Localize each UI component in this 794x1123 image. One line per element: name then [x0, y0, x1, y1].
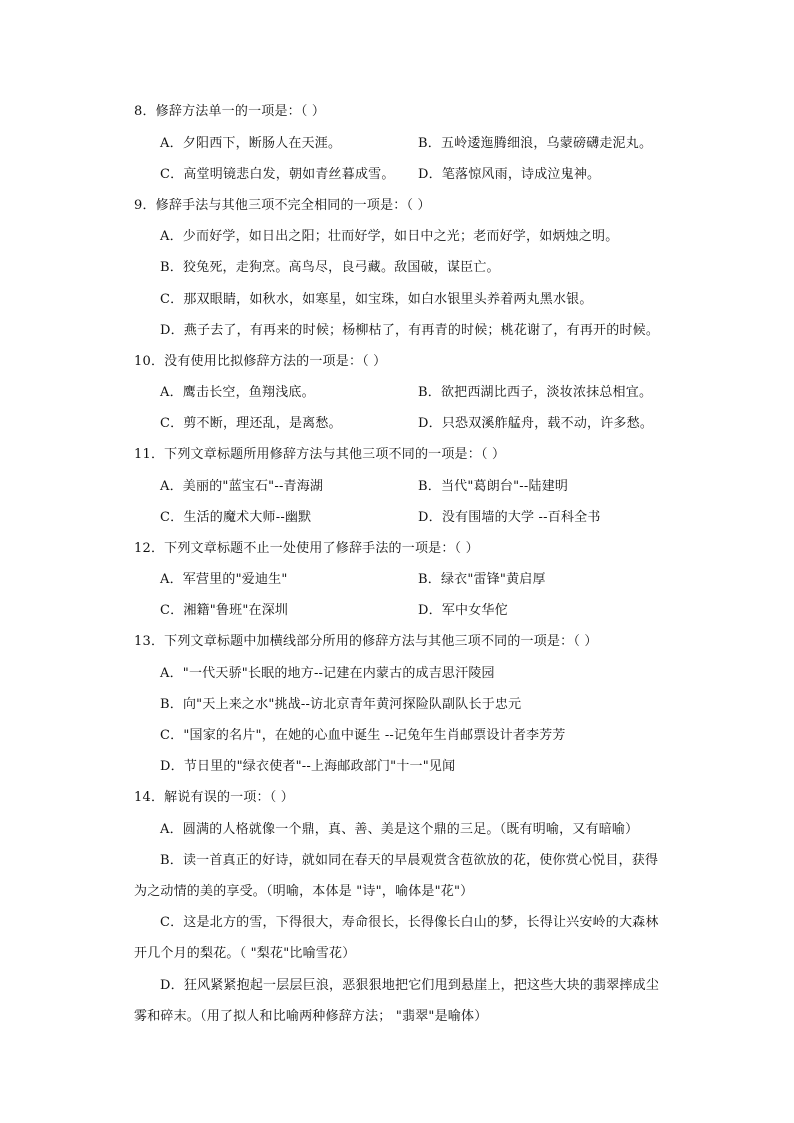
question-14-option-d-line2: 雾和碎末。（用了拟人和比喻两种修辞方法； "翡翠"是喻体） [134, 1009, 488, 1024]
question-9-option-b: B．狡兔死，走狗烹。高鸟尽，良弓藏。敌国破，谋臣亡。 [160, 260, 500, 275]
question-11-option-a: A．美丽的"蓝宝石"--青海湖 [160, 479, 324, 494]
question-12-option-c: C．湘籍"鲁班"在深圳 [160, 603, 289, 618]
question-9-option-a: A．少而好学，如日出之阳；壮而好学，如日中之光；老而好学，如炳烛之明。 [160, 229, 619, 244]
question-12-option-d: D．军中女华佗 [418, 603, 508, 618]
question-10-option-c: C．剪不断，理还乱，是离愁。 [160, 416, 342, 431]
question-14-option-b-line1: B．读一首真正的好诗，就如同在春天的早晨观赏含苞欲放的花，使你赏心悦目，获得 [160, 853, 659, 868]
question-13-option-a: A．"一代天骄"长眠的地方--记建在内蒙古的成吉思汗陵园 [160, 666, 495, 681]
question-10-stem: 10．没有使用比拟修辞方法的一项是：（ ） [134, 354, 387, 369]
question-8-stem: 8．修辞方法单一的一项是：（ ） [134, 104, 326, 119]
question-13-option-c: C．"国家的名片"，在她的心血中诞生 --记兔年生肖邮票设计者李芳芳 [160, 728, 566, 743]
question-10-option-d: D．只恐双溪舴艋舟，载不动，许多愁。 [418, 416, 654, 431]
question-8-option-d: D．笔落惊风雨，诗成泣鬼神。 [418, 167, 601, 182]
question-14-option-c-line1: C．这是北方的雪，下得很大，寿命很长，长得像长白山的梦，长得让兴安岭的大森林 [160, 915, 659, 930]
question-8-option-a: A．夕阳西下，断肠人在天涯。 [160, 136, 342, 151]
question-8-option-b: B．五岭逶迤腾细浪，乌蒙磅礴走泥丸。 [418, 136, 653, 151]
question-11-option-b: B．当代"葛朗台"--陆建明 [418, 479, 569, 494]
question-10-option-b: B．欲把西湖比西子，淡妆浓抹总相宜。 [418, 385, 653, 400]
question-10-option-a: A．鹰击长空，鱼翔浅底。 [160, 385, 315, 400]
question-12-option-b: B．绿衣"雷锋"黄启厚 [418, 572, 546, 587]
question-14-option-c-line2: 开几个月的梨花。（ "梨花"比喻雪花） [134, 946, 356, 961]
question-12-option-a: A．军营里的"爱迪生" [160, 572, 288, 587]
question-11-option-c: C．生活的魔术大师--幽默 [160, 510, 312, 525]
question-13-stem: 13．下列文章标题中加横线部分所用的修辞方法与其他三项不同的一项是：（ ） [134, 634, 598, 649]
question-13-option-b: B．向"天上来之水"挑战--访北京青年黄河探险队副队长于忠元 [160, 697, 522, 712]
question-8-option-c: C．高堂明镜悲白发，朝如青丝暮成雪。 [160, 167, 395, 182]
question-11-stem: 11．下列文章标题所用修辞方法与其他三项不同的一项是：（ ） [134, 447, 506, 462]
question-14-option-a: A．圆满的人格就像一个鼎，真、善、美是这个鼎的三足。（既有明喻，又有暗喻） [160, 822, 639, 837]
question-14-stem: 14．解说有误的一项：（ ） [134, 790, 294, 805]
question-14-option-b-line2: 为之动情的美的享受。（明喻，本体是 "诗"，喻体是"花"） [134, 884, 474, 899]
question-14-option-d-line1: D．狂风紧紧抱起一层层巨浪，恶狠狠地把它们甩到悬崖上，把这些大块的翡翠摔成尘 [160, 978, 660, 993]
question-9-option-d: D．燕子去了，有再来的时候；杨柳枯了，有再青的时候；桃花谢了，有再开的时候。 [160, 323, 660, 338]
question-11-option-d: D．没有围墙的大学 --百科全书 [418, 510, 601, 525]
question-9-option-c: C．那双眼睛，如秋水，如寒星，如宝珠，如白水银里头养着两丸黑水银。 [160, 292, 593, 307]
question-9-stem: 9．修辞手法与其他三项不完全相同的一项是：（ ） [134, 198, 431, 213]
question-12-stem: 12．下列文章标题不止一处使用了修辞手法的一项是：（ ） [134, 541, 479, 556]
question-13-option-d: D．节日里的"绿衣使者"--上海邮政部门"十一"见闻 [160, 759, 456, 774]
